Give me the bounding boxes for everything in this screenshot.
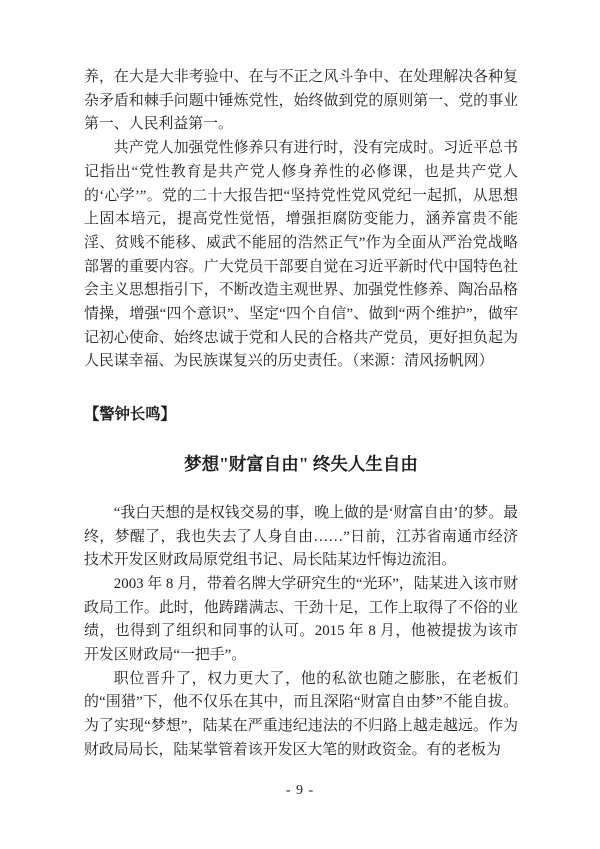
article-paragraph-corruption: 职位晋升了，权力更大了，他的私欲也随之膨胀，在老板们的“围猎”下，他不仅乐在其中，而且深陷“财富自由梦”不能自拔。为了实现“梦想”，陆某在严重违纪违法的不归路上越走越远。作为财政局局长，陆某掌管着该开发区大笔的财政资金。有的老板为 — [84, 670, 518, 758]
paragraph-party-spirit: 共产党人加强党性修养只有进行时，没有完成时。习近平总书记指出“党性教育是共产党人修身养性的必修课，也是共产党人的‘心学’”。党的二十大报告把“坚持党性党风党纪一起抓，从思想上固本培元，提高党性觉悟，增强拒腐防变能力，涵养富贵不能淫、贫贱不能移、威武不能屈的浩然正气”作为全面从严治党战略部署的重要内容。广大党员干部要自觉在习近平新时代中国特色社会主义思想指引下，不断改造主观世界、加强党性修养、陶冶品格情操，增强“四个意识”、坚定“四个自信”、做到“两个维护”，做牢记初心使命、始终忠诚于党和人民的合格共产党员，更好担负起为人民谋幸福、为民族谋复兴的历史责任。（来源：清风扬帆网） — [84, 140, 518, 370]
article-title: 梦想"财富自由" 终失人生自由 — [184, 453, 418, 474]
article-paragraph-confession: “我白天想的是权钱交易的事，晚上做的是‘财富自由’的梦。最终，梦醒了，我也失去了人身自由……”日前，江苏省南通市经济技术开发区财政局原党组书记、局长陆某边忏悔边流泪。 — [84, 504, 518, 569]
article-paragraph-career: 2003 年 8 月，带着名牌大学研究生的“光环”，陆某进入该市财政局工作。此时，他踌躇满志、干劲十足，工作上取得了不俗的业绩，也得到了组织和同事的认可。2015 年 8 月，他被提拔为该市开发区财政局“一把手”。 — [84, 575, 518, 664]
section-header-alarm-bell: 【警钟长鸣】 — [84, 406, 176, 424]
article-body — [84, 502, 518, 763]
paragraph-continuation: 养，在大是大非考验中、在与不正之风斗争中、在处理解决各种复杂矛盾和棘手问题中锤炼党性，始终做到党的原则第一、党的事业第一、人民利益第一。 — [84, 69, 518, 133]
page-number: - 9 - — [285, 783, 315, 798]
